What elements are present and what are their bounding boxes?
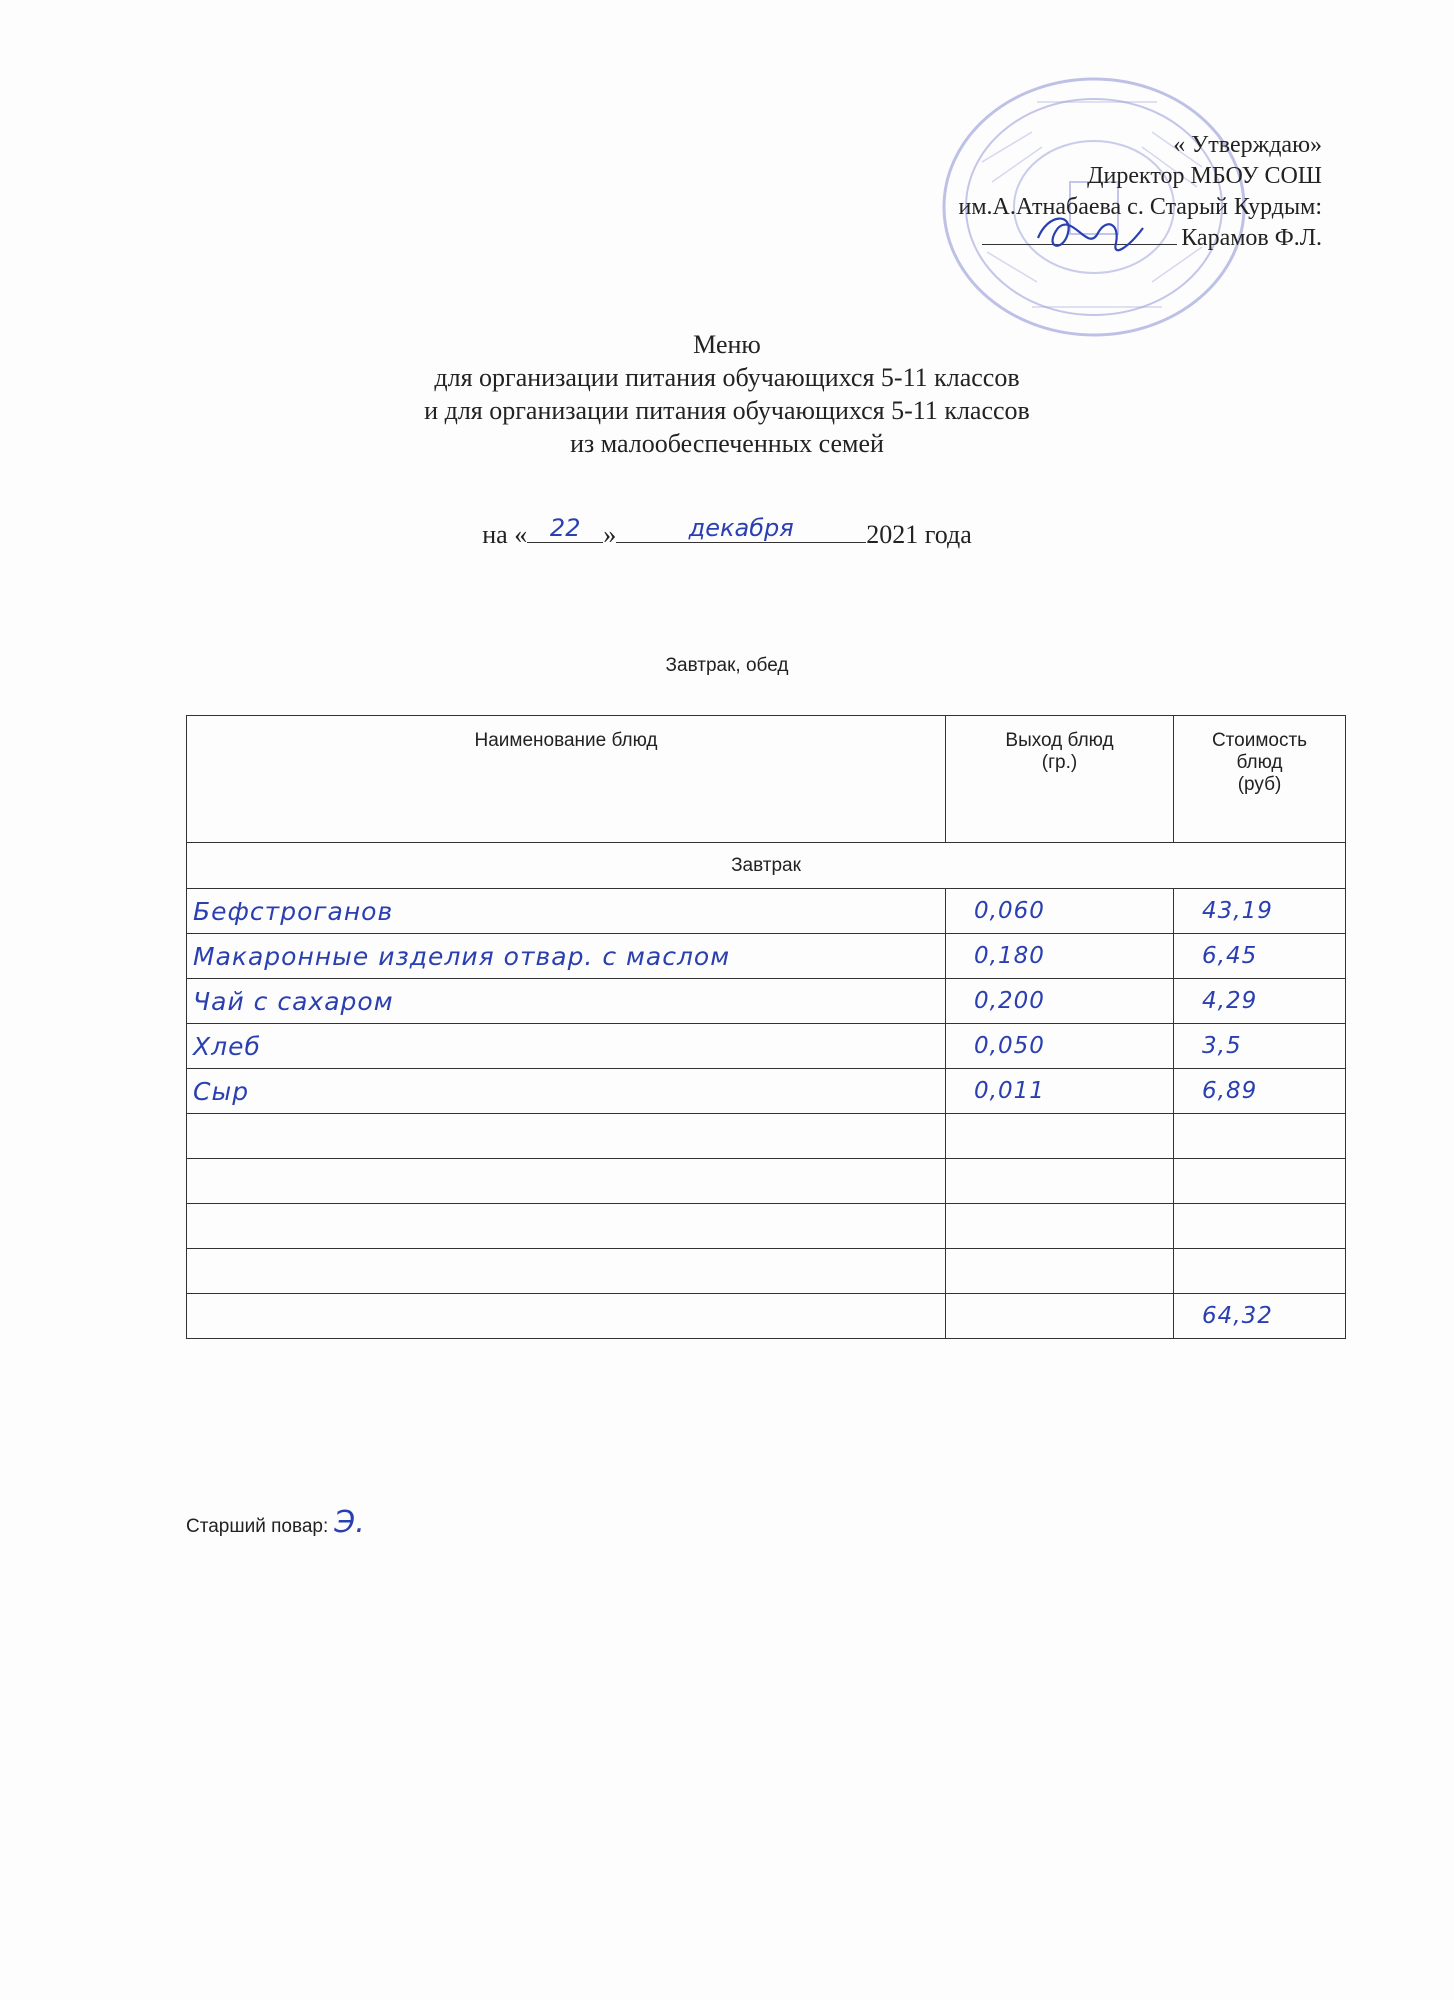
header-cost: Стоимость блюд (руб) [1174, 716, 1346, 843]
yield-cell [946, 1249, 1174, 1294]
yield-cell: 0,060 [946, 889, 1174, 934]
dish-name-cell [187, 1249, 946, 1294]
dish-name-cell: Хлеб [187, 1024, 946, 1069]
total-empty-cell [946, 1294, 1174, 1339]
cost-cell: 6,89 [1174, 1069, 1346, 1114]
date-prefix: на « [482, 520, 528, 549]
director-signature [1028, 208, 1148, 268]
date-suffix: 2021 года [866, 520, 972, 549]
table-row [187, 1114, 1346, 1159]
header-yield: Выход блюд (гр.) [946, 716, 1174, 843]
total-row [187, 1294, 1346, 1339]
title-line-4: из малообеспеченных семей [570, 429, 884, 458]
dish-name-cell [187, 1114, 946, 1159]
title-line-1: Меню [693, 330, 761, 359]
date-day: 22 [549, 514, 581, 542]
table-header-row [187, 716, 1346, 843]
cost-cell [1174, 1249, 1346, 1294]
dish-name-cell: Макаронные изделия отвар. с маслом [187, 934, 946, 979]
date-mid: » [603, 520, 617, 549]
title-line-3: и для организации питания обучающихся 5-11 классов [424, 396, 1030, 425]
table-row [187, 1204, 1346, 1249]
section-label: Завтрак [187, 843, 1346, 889]
dish-name-cell: Сыр [187, 1069, 946, 1114]
table-row [187, 889, 1346, 934]
cost-cell: 4,29 [1174, 979, 1346, 1024]
approval-school: им.А.Атнабаева с. Старый Курдым: [958, 194, 1322, 220]
date-day-field [527, 516, 603, 543]
yield-cell: 0,050 [946, 1024, 1174, 1069]
cost-cell [1174, 1159, 1346, 1204]
header-dish-name: Наименование блюд [187, 716, 946, 843]
cook-label: Старший повар: [186, 1516, 329, 1537]
yield-cell: 0,011 [946, 1069, 1174, 1114]
document-title [0, 328, 1454, 460]
meal-caption: Завтрак, обед [665, 655, 789, 676]
title-line-2: для организации питания обучающихся 5-11 классов [434, 363, 1020, 392]
total-empty-cell [187, 1294, 946, 1339]
date-month-field [616, 516, 866, 543]
yield-cell: 0,200 [946, 979, 1174, 1024]
approval-name: Карамов Ф.Л. [1181, 225, 1322, 251]
dish-name-cell [187, 1204, 946, 1249]
table-row [187, 1024, 1346, 1069]
yield-cell [946, 1114, 1174, 1159]
total-cost-cell: 64,32 [1174, 1294, 1346, 1339]
table-row [187, 1069, 1346, 1114]
dish-name-cell: Чай с сахаром [187, 979, 946, 1024]
table-row [187, 934, 1346, 979]
cost-cell [1174, 1114, 1346, 1159]
table-row [187, 1249, 1346, 1294]
cost-cell: 6,45 [1174, 934, 1346, 979]
table-row [187, 979, 1346, 1024]
dish-name-cell [187, 1159, 946, 1204]
cook-signature-block [186, 1505, 365, 1540]
cook-signature: Э. [334, 1505, 365, 1540]
cost-cell: 43,19 [1174, 889, 1346, 934]
table-row [187, 1159, 1346, 1204]
approval-heading: « Утверждаю» [1173, 132, 1322, 158]
approval-position: Директор МБОУ СОШ [1087, 163, 1322, 189]
yield-cell: 0,180 [946, 934, 1174, 979]
dish-name-cell: Бефстроганов [187, 889, 946, 934]
cost-cell [1174, 1204, 1346, 1249]
date-month: декабря [688, 514, 794, 542]
yield-cell [946, 1159, 1174, 1204]
section-row-breakfast [187, 843, 1346, 889]
cost-cell: 3,5 [1174, 1024, 1346, 1069]
date-line [0, 516, 1454, 550]
menu-table [186, 715, 1346, 1339]
yield-cell [946, 1204, 1174, 1249]
